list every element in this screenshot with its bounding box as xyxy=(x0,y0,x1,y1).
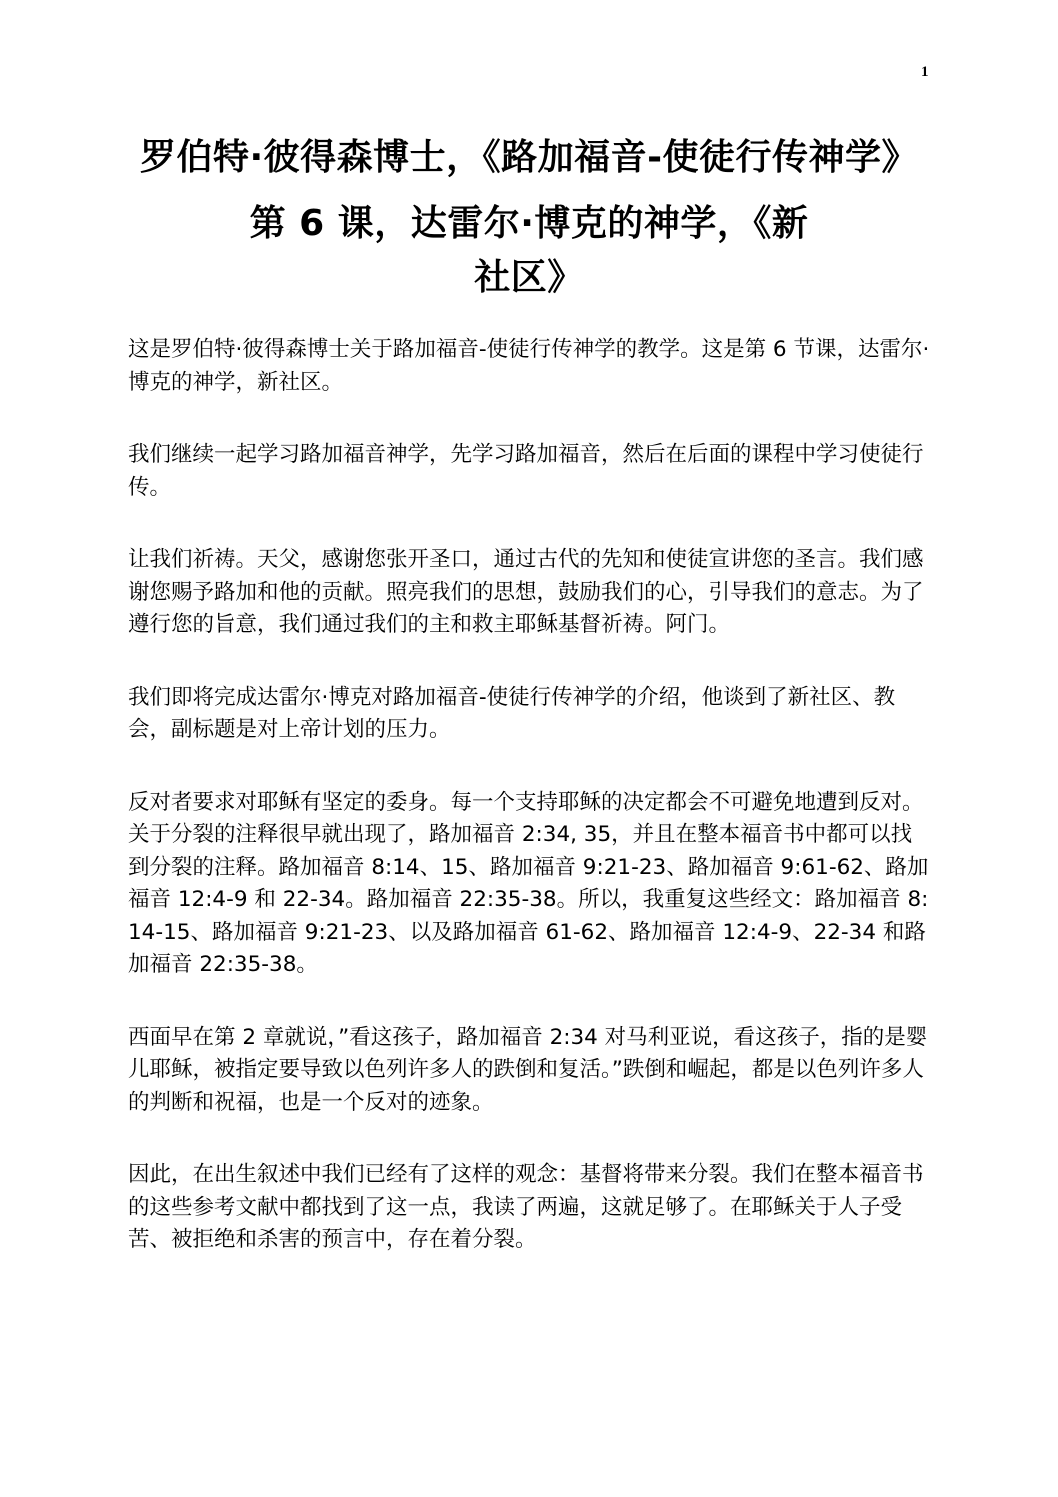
paragraph-continue: 我们继续一起学习路加福音神学，先学习路加福音，然后在后面的课程中学习使徒行传。 xyxy=(128,442,924,500)
paragraph-simeon: 西面早在第 2 章就说，”看这孩子，路加福音 2:34 对马利亚说，看这孩子，指的是婴儿耶稣，被指定要导致以色列许多人的跌倒和复活。”跌倒和崛起，都是以色列许多人的判断和祝福，也是一个反对的迹象。 xyxy=(128,1024,928,1115)
document-body xyxy=(128,334,933,1297)
paragraph-opposition: 反对者要求对耶稣有坚定的委身。每一个支持耶稣的决定都会不可避免地遭到反对。关于分裂的注释很早就出现了，路加福音 2:34, 35，并且在整本福音书中都可以找到分裂的注释。路加福音 8:14、15、路加福音 9:21-23、路加福音 9:61-62、路加福音 12:4-9 和 22-34。路加福音 22:35-38。所以，我重复这些经文：路加福音 8:14-15、路加福音 9:21-23、以及路加福音 61-62、路加福音 12:4-9、22-34 和路加福音 22:35-38。 xyxy=(128,789,929,977)
title-line-3: 社区》 xyxy=(474,257,584,298)
title-line-1: 罗伯特·彼得森博士，《路加福音-使徒行传神学》 xyxy=(139,137,919,178)
paragraph-intro: 这是罗伯特·彼得森博士关于路加福音-使徒行传神学的教学。这是第 6 节课，达雷尔·博克的神学，新社区。 xyxy=(128,337,930,395)
title-line-2: 第 6 课，达雷尔·博克的神学，《新 xyxy=(249,203,809,244)
page-number: 1 xyxy=(921,64,929,80)
paragraph-new-community: 我们即将完成达雷尔·博克对路加福音-使徒行传神学的介绍，他谈到了新社区、教会，副标题是对上帝计划的压力。 xyxy=(128,684,896,742)
paragraph-prayer: 让我们祈祷。天父，感谢您张开圣口，通过古代的先知和使徒宣讲您的圣言。我们感谢您赐予路加和他的贡献。照亮我们的思想，鼓励我们的心，引导我们的意志。为了遵行您的旨意，我们通过我们的主和救主耶稣基督祈祷。阿门。 xyxy=(128,547,924,637)
paragraph-division: 因此，在出生叙述中我们已经有了这样的观念：基督将带来分裂。我们在整本福音书的这些参考文献中都找到了这一点，我读了两遍，这就足够了。在耶稣关于人子受苦、被拒绝和杀害的预言中，存在着分裂。 xyxy=(128,1162,924,1252)
